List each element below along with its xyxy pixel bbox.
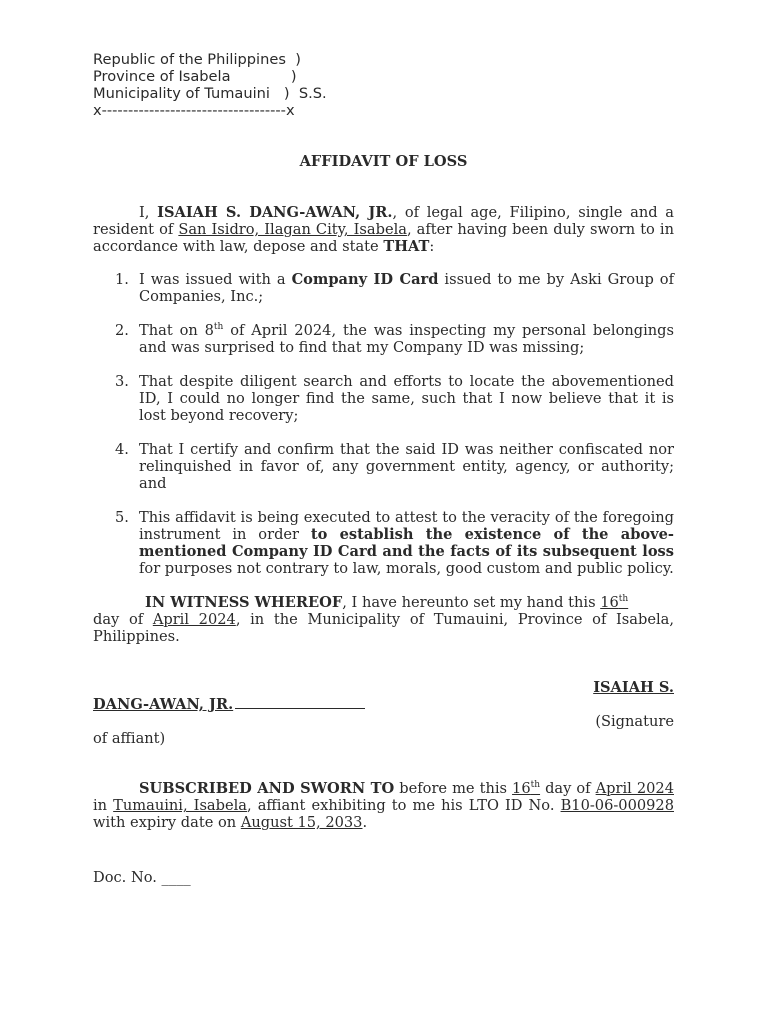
jurat-place: Tumauini, Isabela	[113, 797, 247, 814]
that-keyword: THAT	[383, 238, 430, 255]
intro-text-4: :	[429, 238, 435, 255]
lto-id-number: B10-06-000928	[560, 797, 674, 814]
item-text: That despite diligent search and efforts to locate the abovementioned ID, I could no longer find the same, such that I now believe that it is lost beyond recovery;	[139, 373, 674, 424]
doc-number: Doc. No. ____	[93, 869, 191, 886]
affiant-signature-name-1: ISAIAH S.	[593, 679, 674, 696]
expiry-date: August 15, 2033	[240, 814, 363, 831]
affidavit-document	[93, 51, 674, 886]
list-item	[93, 322, 674, 356]
jurat-text-1: before me this	[394, 780, 513, 797]
item-number: 4.	[115, 441, 129, 458]
item-text: issued to me by Aski Group of Companies, Inc.;	[139, 271, 674, 305]
jurat-text-3: in	[93, 797, 114, 814]
caption-divider: x-----------------------------------x	[93, 102, 295, 119]
document-title: AFFIDAVIT OF LOSS	[299, 153, 468, 170]
list-item	[93, 509, 674, 577]
intro-text-2: , of legal age, Filipino, single and a resident of	[93, 204, 674, 238]
list-item	[93, 271, 674, 305]
venue-caption	[93, 51, 674, 119]
item-bold-text: Company ID Card	[291, 271, 439, 288]
signature-label-2: of affiant)	[93, 730, 166, 747]
item-bold-text: to establish the existence of the above-mentioned Company ID Card and the facts of its subsequent loss	[139, 526, 674, 560]
jurat-month: April 2024	[595, 780, 674, 797]
affiant-signature-name-2	[93, 696, 674, 713]
jurat-text-2: day of	[540, 780, 596, 797]
statement-list	[93, 271, 674, 577]
jurat-text-5: with expiry date on	[93, 814, 241, 831]
item-number: 1.	[115, 271, 129, 288]
witness-day	[600, 594, 628, 611]
jurat-text-4: , affiant exhibiting to me his LTO ID No.	[246, 797, 561, 814]
ordinal-suffix: th	[213, 322, 224, 333]
intro-text-1: I,	[139, 204, 158, 221]
witness-month: April 2024	[152, 611, 236, 628]
caption-municipality: Municipality of Tumauini ) S.S.	[93, 85, 327, 102]
caption-province: Province of Isabela )	[93, 68, 297, 85]
witness-day-number: 16	[600, 594, 619, 611]
item-text: That on 8	[139, 322, 214, 339]
list-item	[93, 441, 674, 492]
item-number: 5.	[115, 509, 129, 526]
item-text: This affidavit is being executed to attest to the veracity of the foregoing instrument in order	[139, 509, 674, 543]
jurat-day-number: 16	[512, 780, 531, 797]
intro-text-3: , after having been duly sworn to in accordance with law, depose and state	[93, 221, 674, 255]
intro-paragraph	[93, 204, 674, 255]
jurat-paragraph	[93, 780, 674, 831]
witness-text-2: day of	[93, 611, 153, 628]
witness-day-suffix: th	[618, 594, 629, 605]
signature-line	[235, 696, 365, 709]
item-text: for purposes not contrary to law, morals, good custom and public policy.	[139, 560, 674, 577]
list-item	[93, 373, 674, 424]
witness-text-1: , I have hereunto set my hand this	[342, 594, 601, 611]
affiant-address: San Isidro, Ilagan City, Isabela	[178, 221, 407, 238]
item-number: 2.	[115, 322, 129, 339]
item-text: of April 2024, the was inspecting my personal belongings and was surprised to find that my Company ID was missing;	[139, 322, 674, 356]
item-text: I was issued with a	[139, 271, 292, 288]
item-text: That I certify and confirm that the said ID was neither confiscated nor relinquished in favor of, any government entity, agency, or authority; and	[139, 441, 674, 492]
jurat-text-6: .	[362, 814, 368, 831]
affiant-surname: DANG-AWAN, JR.	[93, 696, 234, 713]
caption-republic: Republic of the Philippines )	[93, 51, 301, 68]
jurat-day	[512, 780, 540, 797]
jurat-lead: SUBSCRIBED AND SWORN TO	[139, 780, 395, 797]
witness-text-3: , in the Municipality of Tumauini, Province of Isabela, Philippines.	[93, 611, 674, 645]
affiant-name-intro: ISAIAH S. DANG-AWAN, JR.	[157, 204, 393, 221]
item-number: 3.	[115, 373, 129, 390]
witness-paragraph	[93, 594, 674, 645]
signature-label: (Signature	[595, 713, 674, 730]
jurat-day-suffix: th	[530, 780, 541, 791]
witness-lead: IN WITNESS WHEREOF	[145, 594, 343, 611]
